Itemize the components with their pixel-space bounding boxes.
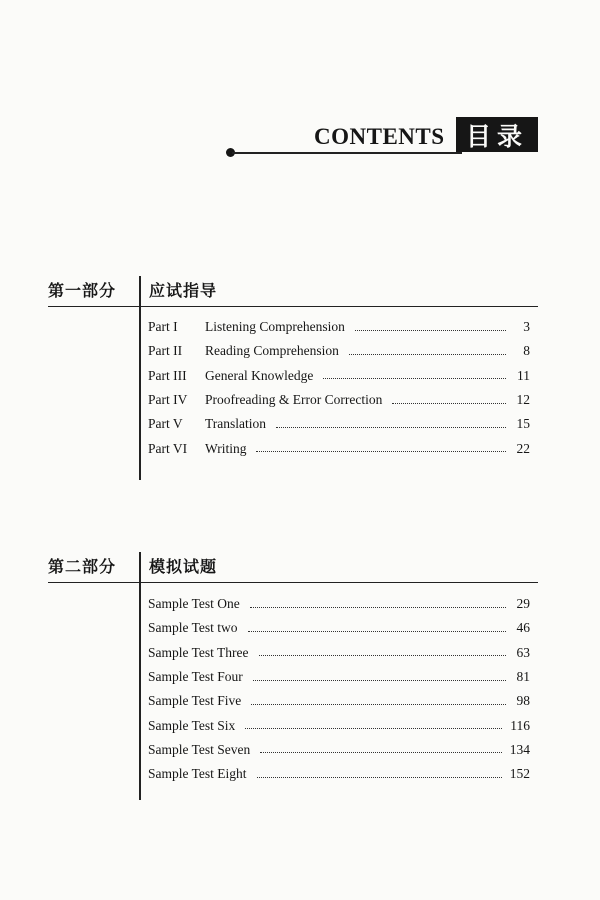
toc-entry-listening[interactable]: [148, 315, 530, 339]
toc-entry-proofreading[interactable]: [148, 388, 530, 412]
toc-entry-reading[interactable]: [148, 339, 530, 363]
entry-title: Sample Test Seven: [148, 741, 251, 757]
section-header: [48, 548, 538, 583]
entry-title: Sample Test Six: [148, 717, 236, 733]
page-number: 8: [523, 343, 530, 359]
entry-title: General Knowledge: [205, 367, 314, 383]
section-divider-line: [139, 552, 141, 800]
toc-entry-sample-test[interactable]: [148, 665, 530, 689]
toc-entry-sample-test[interactable]: [148, 762, 530, 786]
part-number: Part II: [148, 343, 183, 359]
dot-leader: [253, 680, 506, 681]
page-number: 11: [517, 367, 530, 383]
entry-title: Sample Test Three: [148, 644, 249, 660]
page-number: 3: [523, 319, 530, 335]
part-number: Part IV: [148, 392, 188, 408]
entry-title: Sample Test One: [148, 596, 240, 612]
entry-title: Writing: [205, 440, 247, 456]
toc-entries: [148, 315, 530, 461]
section-header: [48, 272, 538, 307]
page-number: 81: [516, 669, 530, 685]
page-number: 134: [509, 741, 530, 757]
dot-leader: [276, 427, 506, 428]
entry-title: Sample Test Eight: [148, 766, 247, 782]
dot-leader: [257, 777, 502, 778]
toc-entry-sample-test[interactable]: [148, 592, 530, 616]
dot-leader: [323, 378, 506, 379]
toc-entry-sample-test[interactable]: [148, 738, 530, 762]
entry-title: Translation: [205, 416, 267, 432]
page-number: 98: [516, 693, 530, 709]
section-part-one: [48, 272, 538, 456]
mulu-heading-box: [456, 117, 538, 152]
dot-leader: [355, 330, 506, 331]
dot-leader: [245, 728, 502, 729]
entry-title: Listening Comprehension: [205, 319, 345, 335]
part-number: Part III: [148, 367, 187, 383]
dot-leader: [260, 752, 501, 753]
entry-title: Sample Test Five: [148, 693, 242, 709]
dot-leader: [256, 451, 506, 452]
page-number: 152: [509, 766, 530, 782]
entry-title: Proofreading & Error Correction: [205, 392, 383, 408]
contents-heading: CONTENTS: [314, 124, 445, 149]
toc-entry-sample-test[interactable]: [148, 713, 530, 737]
section-number: 第一部分: [48, 281, 117, 300]
entry-title: Sample Test Four: [148, 669, 243, 685]
part-number: Part VI: [148, 440, 188, 456]
page-number: 15: [516, 416, 530, 432]
page-number: 116: [510, 717, 530, 733]
toc-entry-sample-test[interactable]: [148, 689, 530, 713]
part-number: Part V: [148, 416, 183, 432]
dot-leader: [392, 403, 506, 404]
dot-leader: [251, 704, 506, 705]
page-number: 46: [516, 620, 530, 636]
toc-entries: [148, 592, 530, 786]
section-title: 应试指导: [149, 281, 218, 300]
mulu-heading: 目录: [465, 121, 528, 151]
entry-title: Reading Comprehension: [205, 343, 339, 359]
toc-entry-translation[interactable]: [148, 412, 530, 436]
dot-leader: [250, 607, 506, 608]
section-divider-line: [139, 276, 141, 480]
entry-title: Sample Test two: [148, 620, 238, 636]
page-number: 22: [516, 440, 530, 456]
dot-leader: [248, 631, 506, 632]
page-number: 63: [516, 644, 530, 660]
toc-entry-sample-test[interactable]: [148, 641, 530, 665]
toc-entry-general-knowledge[interactable]: [148, 364, 530, 388]
section-title: 模拟试题: [149, 557, 218, 576]
title-rule: [232, 152, 462, 154]
section-number: 第二部分: [48, 557, 117, 576]
section-part-two: [48, 548, 538, 782]
toc-entry-sample-test[interactable]: [148, 616, 530, 640]
dot-leader: [259, 655, 506, 656]
page-number: 12: [516, 392, 530, 408]
page-number: 29: [516, 596, 530, 612]
toc-entry-writing[interactable]: [148, 436, 530, 460]
part-number: Part I: [148, 319, 178, 335]
dot-leader: [349, 354, 506, 355]
